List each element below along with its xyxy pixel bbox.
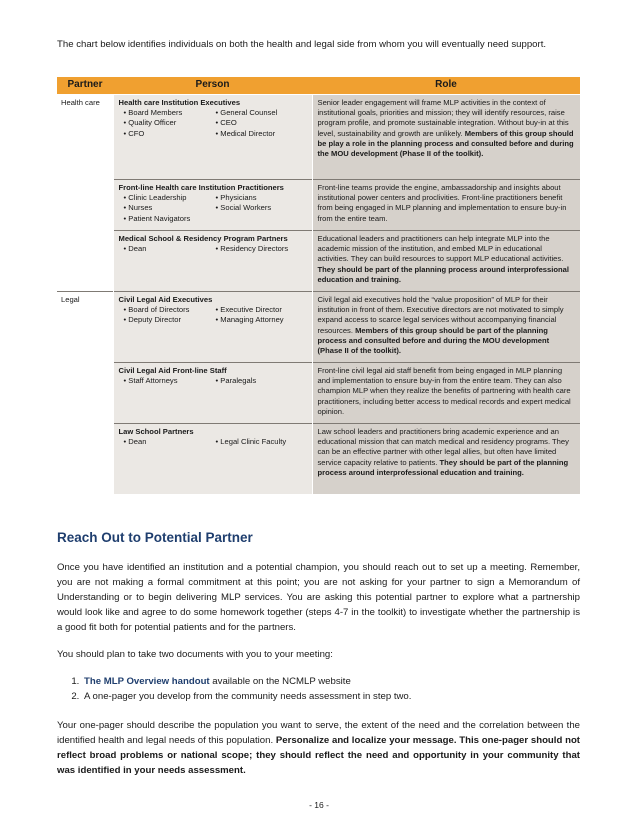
- member-item: • Board of Directors: [124, 305, 216, 315]
- role-cell: [312, 180, 580, 231]
- person-group-title: Front-line Health care Institution Practitioners: [118, 183, 284, 192]
- partner-cell-legal: Legal: [57, 292, 113, 495]
- member-item: • Dean: [124, 437, 216, 447]
- one-pager-text: Your one-pager should describe the population you want to serve, the extent of the need and the correlation between the identified health and legal needs of this population.: [57, 720, 580, 746]
- role-emphasis: They should be part of the planning process around interprofessional education and training.: [317, 264, 569, 284]
- role-text: Senior leader engagement will frame MLP activities in the context of institutional goals, priorities and mission; they will identify resources, raise program profile, and promote sustainable integration. Without buy-in at this level, sustainability and growth are unlikely.: [317, 98, 569, 138]
- member-item: • Paralegals: [216, 376, 307, 386]
- role-cell: [312, 424, 580, 495]
- member-list: [119, 193, 307, 224]
- partners-table: [57, 77, 580, 494]
- paragraph-documents-intro: You should plan to take two documents with you to your meeting:: [57, 649, 333, 660]
- partner-cell-health-care: Health care: [57, 95, 113, 292]
- role-text: Educational leaders and practitioners can help integrate MLP into the academic mission of the institution, and embed MLP in educational activities. They can build resources to support MLP educational activities.: [317, 234, 564, 264]
- member-item: • General Counsel: [216, 108, 307, 118]
- person-cell: [113, 363, 312, 424]
- member-item: • Deputy Director: [124, 315, 216, 325]
- list-item: [82, 674, 605, 689]
- member-list: [119, 244, 307, 254]
- member-item: • Nurses: [124, 203, 216, 213]
- header-partner: Partner: [57, 77, 113, 95]
- member-item: • CFO: [124, 129, 216, 139]
- member-item: • Residency Directors: [216, 244, 307, 254]
- person-group-title: Civil Legal Aid Front-line Staff: [118, 366, 227, 375]
- role-text: Front-line teams provide the engine, ambassadorship and insights about institutional power centers and proclivities. Front-line practitioners benefit from being engaged in MLP planning and implementation to ensure buy-in from the entire team.: [317, 183, 567, 223]
- page-number: - 16 -: [309, 800, 329, 810]
- member-item: • Medical Director: [216, 129, 307, 139]
- header-person: Person: [113, 77, 312, 95]
- mlp-overview-link[interactable]: The MLP Overview handout: [84, 676, 210, 687]
- role-cell: [312, 231, 580, 292]
- member-item: • Social Workers: [216, 203, 307, 213]
- table-row: [57, 363, 580, 424]
- role-text: Law school leaders and practitioners bring academic experience and an educational mission that can match medical and residency programs. They can be an effective partner with other legal allies, but often have limited service capacity relative to patients.: [317, 427, 569, 467]
- member-item: • Clinic Leadership: [124, 193, 216, 203]
- list-item-text: available on the NCMLP website: [209, 676, 351, 687]
- role-cell: [312, 363, 580, 424]
- role-emphasis: They should be part of the planning process around interprofessional education and training.: [317, 457, 569, 477]
- header-role: Role: [312, 77, 580, 95]
- person-cell: [113, 292, 312, 363]
- table-row: [57, 292, 580, 363]
- role-cell: [312, 292, 580, 363]
- member-item: • Legal Clinic Faculty: [216, 437, 307, 447]
- table-row: [57, 180, 580, 231]
- member-item: • Physicians: [216, 193, 307, 203]
- table-row: [57, 231, 580, 292]
- member-item: • Quality Officer: [124, 118, 216, 128]
- person-group-title: Law School Partners: [118, 427, 194, 436]
- member-item: • CEO: [216, 118, 307, 128]
- intro-text: The chart below identifies individuals on both the health and legal side from whom you will eventually need support.: [57, 39, 547, 50]
- person-group-title: Medical School & Residency Program Partners: [118, 234, 288, 243]
- member-list: [119, 108, 307, 139]
- role-text: Front-line civil legal aid staff benefit from being engaged in MLP planning and implementation to ensure buy-in from the entire team. They can also champion MLP when they realize the benefits of partnering with health care practitioners, including better access to medical records and expert medical opinion.: [317, 366, 571, 416]
- member-list: [119, 437, 307, 447]
- member-list: [119, 305, 307, 325]
- section-heading: Reach Out to Potential Partner: [57, 530, 253, 545]
- role-emphasis: Members of this group should be play a role in the planning process and consulted before and during the MOU development (Phase II of the toolkit).: [317, 128, 574, 159]
- person-group-title: Health care Institution Executives: [118, 98, 241, 107]
- role-emphasis: Members of this group should be part of the planning process and consulted before and during the MOU development (Phase II of the toolkit).: [317, 325, 550, 356]
- list-item-text: A one-pager you develop from the community needs assessment in step two.: [84, 691, 412, 702]
- member-item: • Managing Attorney: [216, 315, 307, 325]
- paragraph-reach-out: Once you have identified an institution and a potential champion, you should reach out to set up a meeting. Remember, you are not making a formal commitment at this point; you are not asking for your partner to sign a Memorandum of Understanding or to begin delivering MLP services. You are asking this potential partner to explore what a partnership would look like and agree to do some homework together (steps 4-7 in the toolkit) to investigate whether the partnership is a good fit both for potential patients and for the partners.: [57, 562, 580, 633]
- member-item: • Board Members: [124, 108, 216, 118]
- table-header-row: [57, 77, 580, 95]
- member-item: • Dean: [124, 244, 216, 254]
- table-row: [57, 424, 580, 495]
- person-cell: [113, 95, 312, 180]
- person-cell: [113, 231, 312, 292]
- member-item: • Patient Navigators: [124, 214, 216, 224]
- list-item: [82, 689, 605, 704]
- member-item: • Staff Attorneys: [124, 376, 216, 386]
- person-cell: [113, 424, 312, 495]
- one-pager-emphasis: Personalize and localize your message. This one-pager should not reflect broad problems or national scope; they should reflect the need and opportunity in your community that was identified in your needs assessment.: [57, 735, 580, 776]
- member-list: [119, 376, 307, 386]
- person-cell: [113, 180, 312, 231]
- paragraph-one-pager: [57, 718, 580, 778]
- person-group-title: Civil Legal Aid Executives: [118, 295, 213, 304]
- table-row: [57, 95, 580, 180]
- role-text: Civil legal aid executives hold the “value proposition” of MLP for their institution in front of them. Executive directors are not motivated to simply expand access to scarce legal services without accompanying financial resources.: [317, 295, 564, 335]
- documents-list: [57, 674, 605, 704]
- role-cell: [312, 95, 580, 180]
- member-item: • Executive Director: [216, 305, 307, 315]
